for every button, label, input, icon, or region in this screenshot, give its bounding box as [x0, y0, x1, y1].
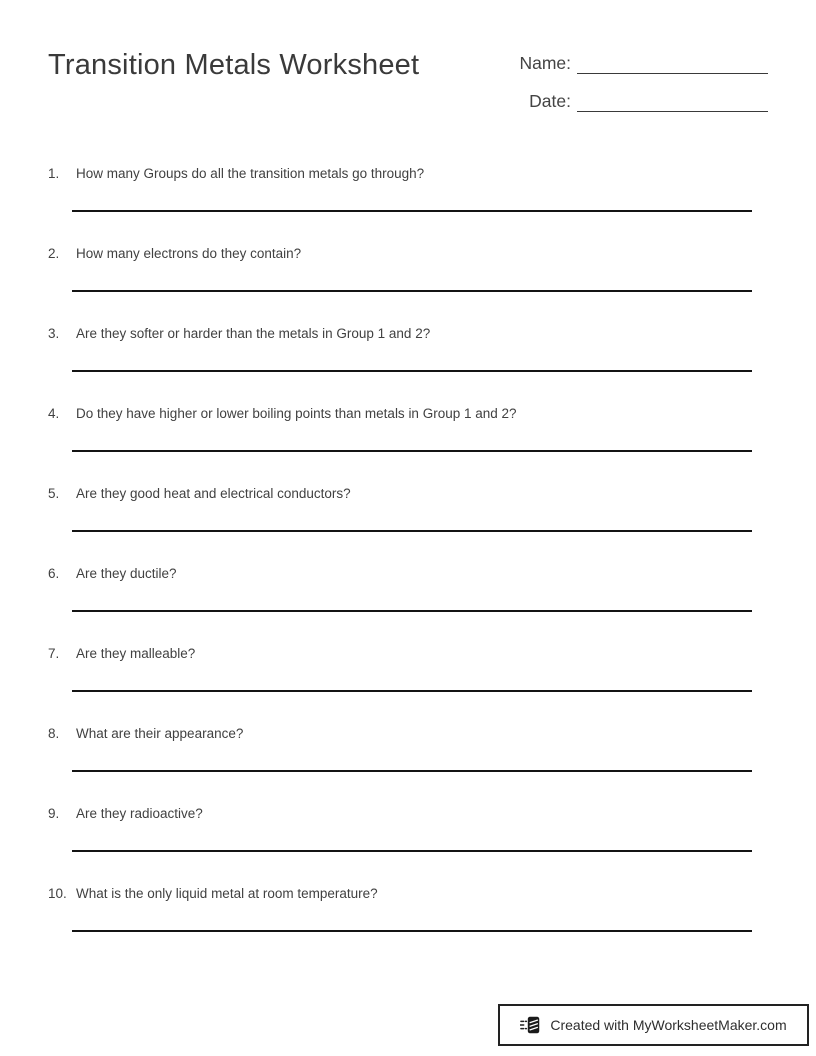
question-row: [48, 724, 752, 743]
question-row: [48, 164, 752, 183]
question-text: Are they malleable?: [76, 646, 196, 661]
question-row: [48, 564, 752, 583]
question-number: 6.: [48, 566, 60, 581]
question-number: 7.: [48, 646, 60, 661]
question-item: [48, 804, 752, 852]
date-field-row: [505, 88, 768, 112]
question-text: How many electrons do they contain?: [76, 246, 302, 261]
question-item: [48, 564, 752, 612]
credit-text: Created with MyWorksheetMaker.com: [550, 1017, 787, 1033]
question-number: 5.: [48, 486, 60, 501]
date-label: Date:: [529, 91, 571, 111]
question-item: [48, 324, 752, 372]
question-number: 4.: [48, 406, 60, 421]
question-text: Are they good heat and electrical conductors?: [76, 486, 351, 501]
question-row: [48, 244, 752, 263]
question-text: How many Groups do all the transition metals go through?: [76, 166, 425, 181]
question-item: [48, 164, 752, 212]
name-blank-line: [577, 53, 768, 74]
question-text: What is the only liquid metal at room temperature?: [76, 886, 378, 901]
question-row: [48, 324, 752, 343]
answer-blank-line: [72, 450, 752, 452]
question-text: Are they radioactive?: [76, 806, 203, 821]
question-number: 8.: [48, 726, 60, 741]
question-row: [48, 884, 752, 903]
question-row: [48, 644, 752, 663]
answer-blank-line: [72, 370, 752, 372]
answer-blank-line: [72, 770, 752, 772]
question-item: [48, 724, 752, 772]
name-field-row: [505, 50, 768, 74]
question-number: 2.: [48, 246, 60, 261]
question-text: Do they have higher or lower boiling points than metals in Group 1 and 2?: [76, 406, 517, 421]
answer-blank-line: [72, 850, 752, 852]
name-label: Name:: [519, 53, 571, 73]
questions-list: [48, 164, 752, 964]
question-text: Are they softer or harder than the metals in Group 1 and 2?: [76, 326, 431, 341]
question-row: [48, 804, 752, 823]
header-fields: [505, 50, 768, 126]
answer-blank-line: [72, 290, 752, 292]
question-number: 9.: [48, 806, 60, 821]
question-number: 10.: [48, 886, 67, 901]
question-row: [48, 404, 752, 423]
answer-blank-line: [72, 530, 752, 532]
question-text: What are their appearance?: [76, 726, 244, 741]
question-text: Are they ductile?: [76, 566, 177, 581]
answer-blank-line: [72, 210, 752, 212]
question-item: [48, 404, 752, 452]
page-title: Transition Metals Worksheet: [48, 49, 420, 81]
question-row: [48, 484, 752, 503]
date-blank-line: [577, 91, 768, 112]
worksheet-maker-logo-icon: [520, 1013, 542, 1037]
question-number: 1.: [48, 166, 60, 181]
credit-badge: [498, 1004, 809, 1046]
question-item: [48, 644, 752, 692]
answer-blank-line: [72, 930, 752, 932]
answer-blank-line: [72, 690, 752, 692]
answer-blank-line: [72, 610, 752, 612]
question-item: [48, 484, 752, 532]
question-number: 3.: [48, 326, 60, 341]
question-item: [48, 244, 752, 292]
question-item: [48, 884, 752, 932]
